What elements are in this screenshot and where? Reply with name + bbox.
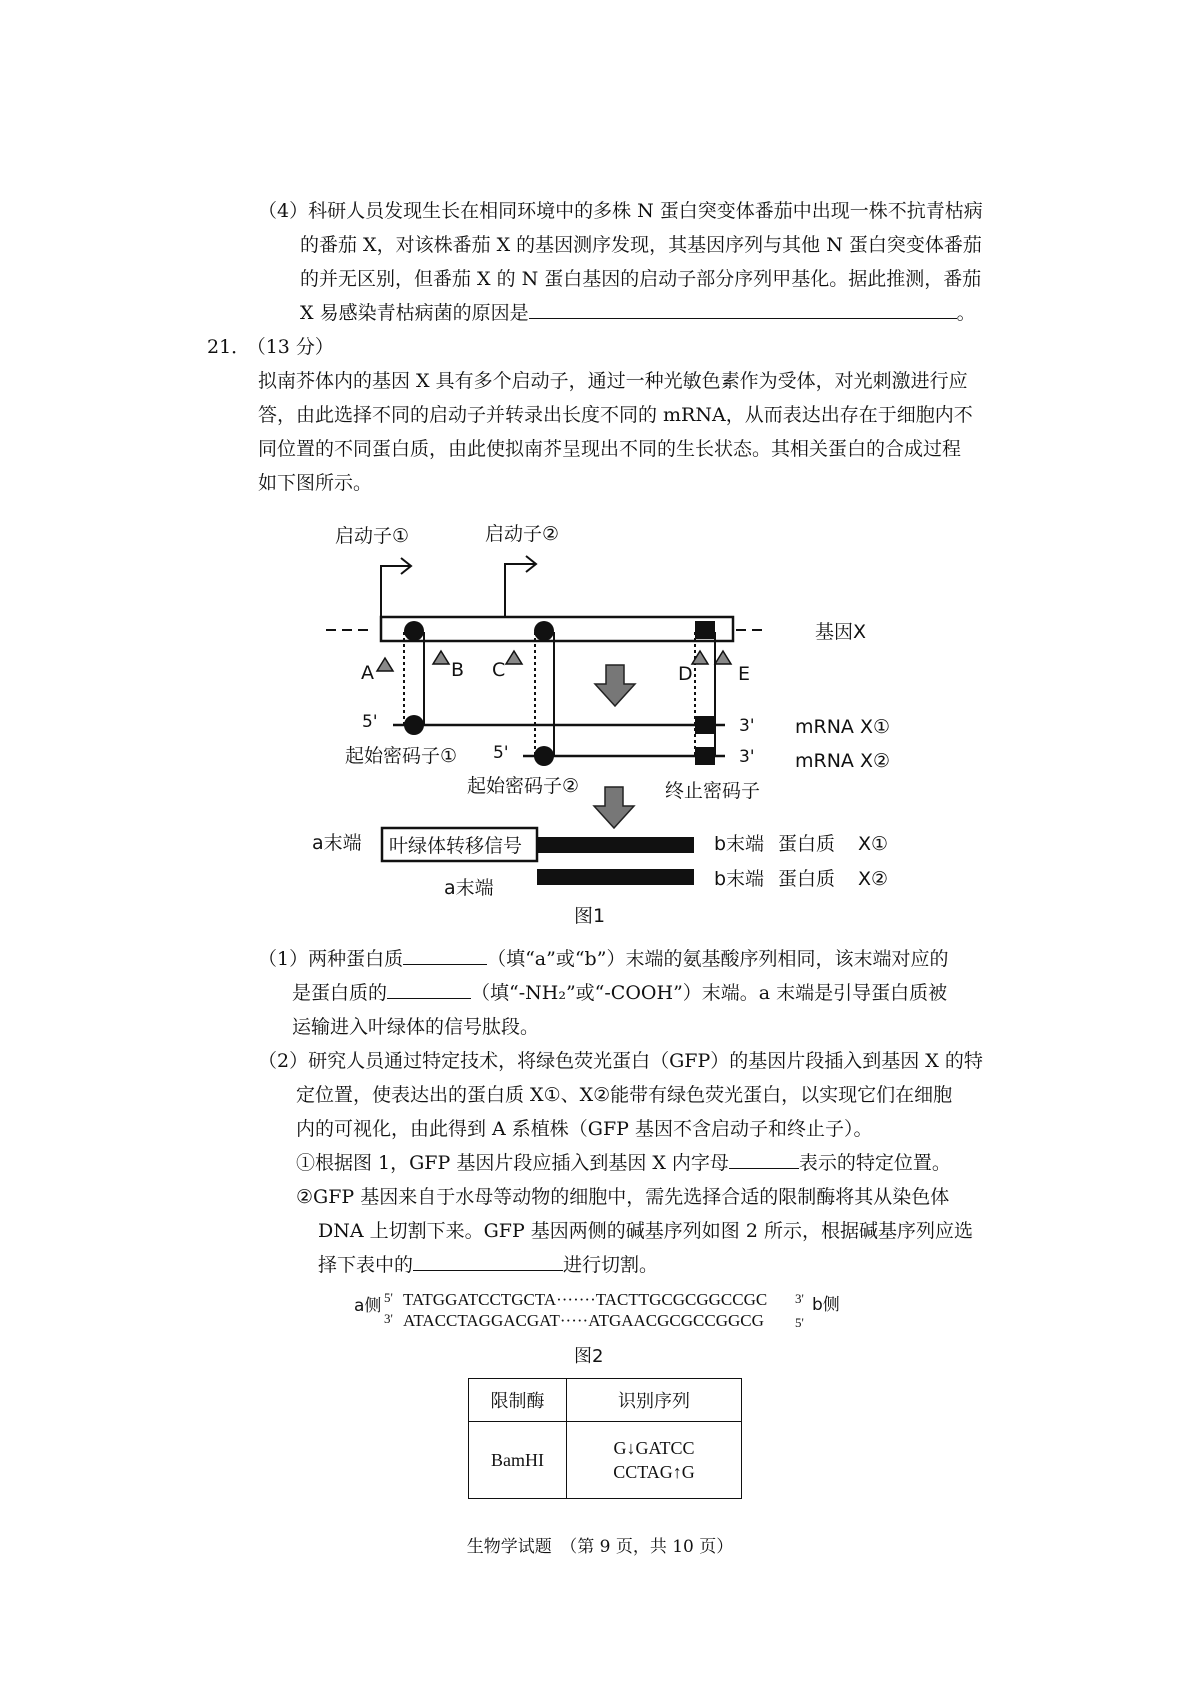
table-row [469, 1422, 742, 1499]
q21-sub1-line1 [258, 942, 948, 976]
gene-x-box [381, 617, 733, 641]
answer-blank-q2-letter[interactable] [729, 1150, 799, 1169]
protein-x2-word: 蛋白质 [778, 868, 836, 890]
start2-connector [535, 632, 554, 756]
start1-connector [404, 632, 424, 725]
q21-sub2-item1 [258, 1146, 983, 1180]
q21-sub2-item2-line2: DNA 上切割下来。GFP 基因两侧的碱基序列如图 2 所示，根据碱基序列应选 [318, 1220, 973, 1242]
answer-blank-q1-terminus[interactable] [387, 980, 471, 999]
protein-x2-b-end: b末端 [714, 868, 765, 890]
seq-bottom-3prime: 3' [384, 1311, 393, 1326]
recognition-site-cell [567, 1422, 742, 1499]
protein-x1-bar [537, 837, 694, 853]
promoter1-label: 启动子① [335, 525, 410, 547]
q21-intro-line2: 答，由此选择不同的启动子并转录出长度不同的 mRNA，从而表达出存在于细胞内不 [258, 404, 973, 426]
mrna1-label: mRNA X① [795, 716, 891, 738]
q21-sub1-line3: 运输进入叶绿体的信号肽段。 [292, 1016, 540, 1038]
q21-sub2-line1: （2）研究人员通过特定技术，将绿色荧光蛋白（GFP）的基因片段插入到基因 X 的特 [258, 1050, 983, 1072]
start-codon1-mrna [404, 715, 424, 735]
site-c-label: C [492, 659, 506, 681]
site-top-strand: G↓GATCC [613, 1438, 695, 1458]
q21-sub2-item2-line1: ②GFP 基因来自于水母等动物的细胞中，需先选择合适的限制酶将其从染色体 [296, 1186, 950, 1208]
promoter2-arrow [505, 564, 535, 617]
q20-part4-line2: 的番茄 X，对该株番茄 X 的基因测序发现，其基因序列与其他 N 蛋白突变体番茄 [300, 234, 982, 256]
protein-x2-label: X② [858, 868, 889, 890]
stop-connector [695, 632, 715, 756]
site-e-triangle [715, 651, 731, 664]
start-codon1-gene [404, 621, 424, 641]
seq-bottom-strand: ATACCTAGGACGAT·····ATGAACGCGCCGGCG [403, 1311, 764, 1330]
figure2-caption: 图2 [574, 1346, 604, 1367]
seq-top-3prime: 3' [795, 1291, 804, 1306]
q21-sub1 [258, 942, 948, 1044]
protein-x1-label: X① [858, 833, 889, 855]
promoter2-label: 启动子② [485, 523, 560, 545]
q2-sub2-line3-text-b: 进行切割。 [563, 1254, 659, 1276]
q2-sub1-text-b: 表示的特定位置。 [798, 1152, 951, 1174]
q21-score: （13 分） [256, 336, 334, 358]
start-codon1-label: 起始密码子① [345, 745, 458, 767]
protein-x2-bar [537, 869, 694, 885]
header-site: 识别序列 [567, 1379, 742, 1422]
start-codon2-label: 起始密码子② [467, 775, 580, 797]
answer-blank-q1-end[interactable] [403, 946, 487, 965]
page-footer: 生物学试题 （第 9 页，共 10 页） [466, 1537, 734, 1557]
mrna2-5prime: 5' [493, 743, 509, 763]
translation-arrow [594, 787, 634, 828]
q21-sub1-line2 [258, 976, 948, 1010]
stop-codon-mrna2 [695, 747, 715, 765]
seq-bottom-5prime: 5' [795, 1315, 804, 1330]
figure1-caption: 图1 [574, 905, 606, 927]
figure2-sequence [0, 1270, 1200, 1370]
restriction-enzyme-table [468, 1378, 742, 1499]
q21-sub2-line3: 内的可视化，由此得到 A 系植株（GFP 基因不含启动子和终止子）。 [296, 1118, 873, 1140]
enzyme-name: BamHI [469, 1422, 567, 1499]
stop-codon-label: 终止密码子 [665, 780, 761, 802]
q20-part4-line4-suffix: 。 [956, 302, 976, 324]
site-a-label: A [361, 662, 374, 684]
b-side-label: b侧 [812, 1295, 840, 1315]
protein-x1-a-end: a末端 [312, 832, 362, 854]
q21-intro-line1: 拟南芥体内的基因 X 具有多个启动子，通过一种光敏色素作为受体，对光刺激进行应 [258, 370, 968, 392]
seq-top-strand: TATGGATCCTGCTA·······TACTTGCGCGGCCGC [403, 1290, 768, 1309]
q21-number: 21． [207, 336, 251, 358]
start-codon2-mrna [534, 746, 554, 766]
site-a-triangle [377, 658, 393, 671]
signal-label: 叶绿体转移信号 [389, 835, 523, 857]
q1-line1-text-b: （填“a”或“b”）末端的氨基酸序列相同，该末端对应的 [487, 948, 949, 970]
q2-sub1-text-a: ①根据图 1，GFP 基因片段应插入到基因 X 内字母 [296, 1152, 729, 1174]
answer-blank-q2-enzyme[interactable] [413, 1252, 563, 1271]
stop-codon-mrna1 [695, 716, 715, 734]
protein-x1-word: 蛋白质 [778, 833, 836, 855]
site-c-triangle [506, 651, 522, 664]
q21-sub2 [258, 1044, 983, 1282]
q1-line2-text-b: （填“-NH₂”或“-COOH”）末端。a 末端是引导蛋白质被 [471, 982, 948, 1004]
promoter1-arrow [381, 566, 410, 617]
q20-part4-line4-prefix: X 易感染青枯病菌的原因是 [300, 302, 529, 324]
header-enzyme: 限制酶 [469, 1379, 567, 1422]
site-d-label: D [678, 663, 693, 685]
q21-intro-line4: 如下图所示。 [258, 472, 373, 494]
seq-top-5prime: 5' [384, 1290, 393, 1305]
q1-line2-text-a: 是蛋白质的 [292, 982, 388, 1004]
q2-sub2-line3-text-a: 择下表中的 [318, 1254, 414, 1276]
transcription-arrow [595, 665, 635, 706]
gene-x-label: 基因X [815, 621, 867, 643]
protein-x1-b-end: b末端 [714, 833, 765, 855]
site-b-triangle [433, 651, 449, 664]
q21-intro-line3: 同位置的不同蛋白质，由此使拟南芥呈现出不同的生长状态。其相关蛋白的合成过程 [258, 438, 962, 460]
table-header-row [469, 1379, 742, 1422]
q20-part4-line1: （4）科研人员发现生长在相同环境中的多株 N 蛋白突变体番茄中出现一株不抗青枯病 [258, 200, 983, 222]
a-side-label: a侧 [354, 1296, 382, 1316]
mrna2-label: mRNA X② [795, 750, 891, 772]
q1-line1-text-a: （1）两种蛋白质 [258, 948, 404, 970]
q21-sub2-line2: 定位置，使表达出的蛋白质 X①、X②能带有绿色荧光蛋白，以实现它们在细胞 [296, 1084, 953, 1106]
stop-codon-gene [695, 621, 715, 639]
site-e-label: E [738, 663, 751, 685]
start-codon2-gene [534, 621, 554, 641]
mrna2-3prime: 3' [739, 747, 755, 767]
protein-x2-a-end: a末端 [444, 877, 494, 899]
mrna1-5prime: 5' [362, 712, 378, 732]
site-b-label: B [451, 659, 465, 681]
site-bottom-strand: CCTAG↑G [613, 1462, 695, 1482]
mrna1-3prime: 3' [739, 716, 755, 736]
q20-part4-line3: 的并无区别，但番茄 X 的 N 蛋白基因的启动子部分序列甲基化。据此推测，番茄 [300, 268, 982, 290]
